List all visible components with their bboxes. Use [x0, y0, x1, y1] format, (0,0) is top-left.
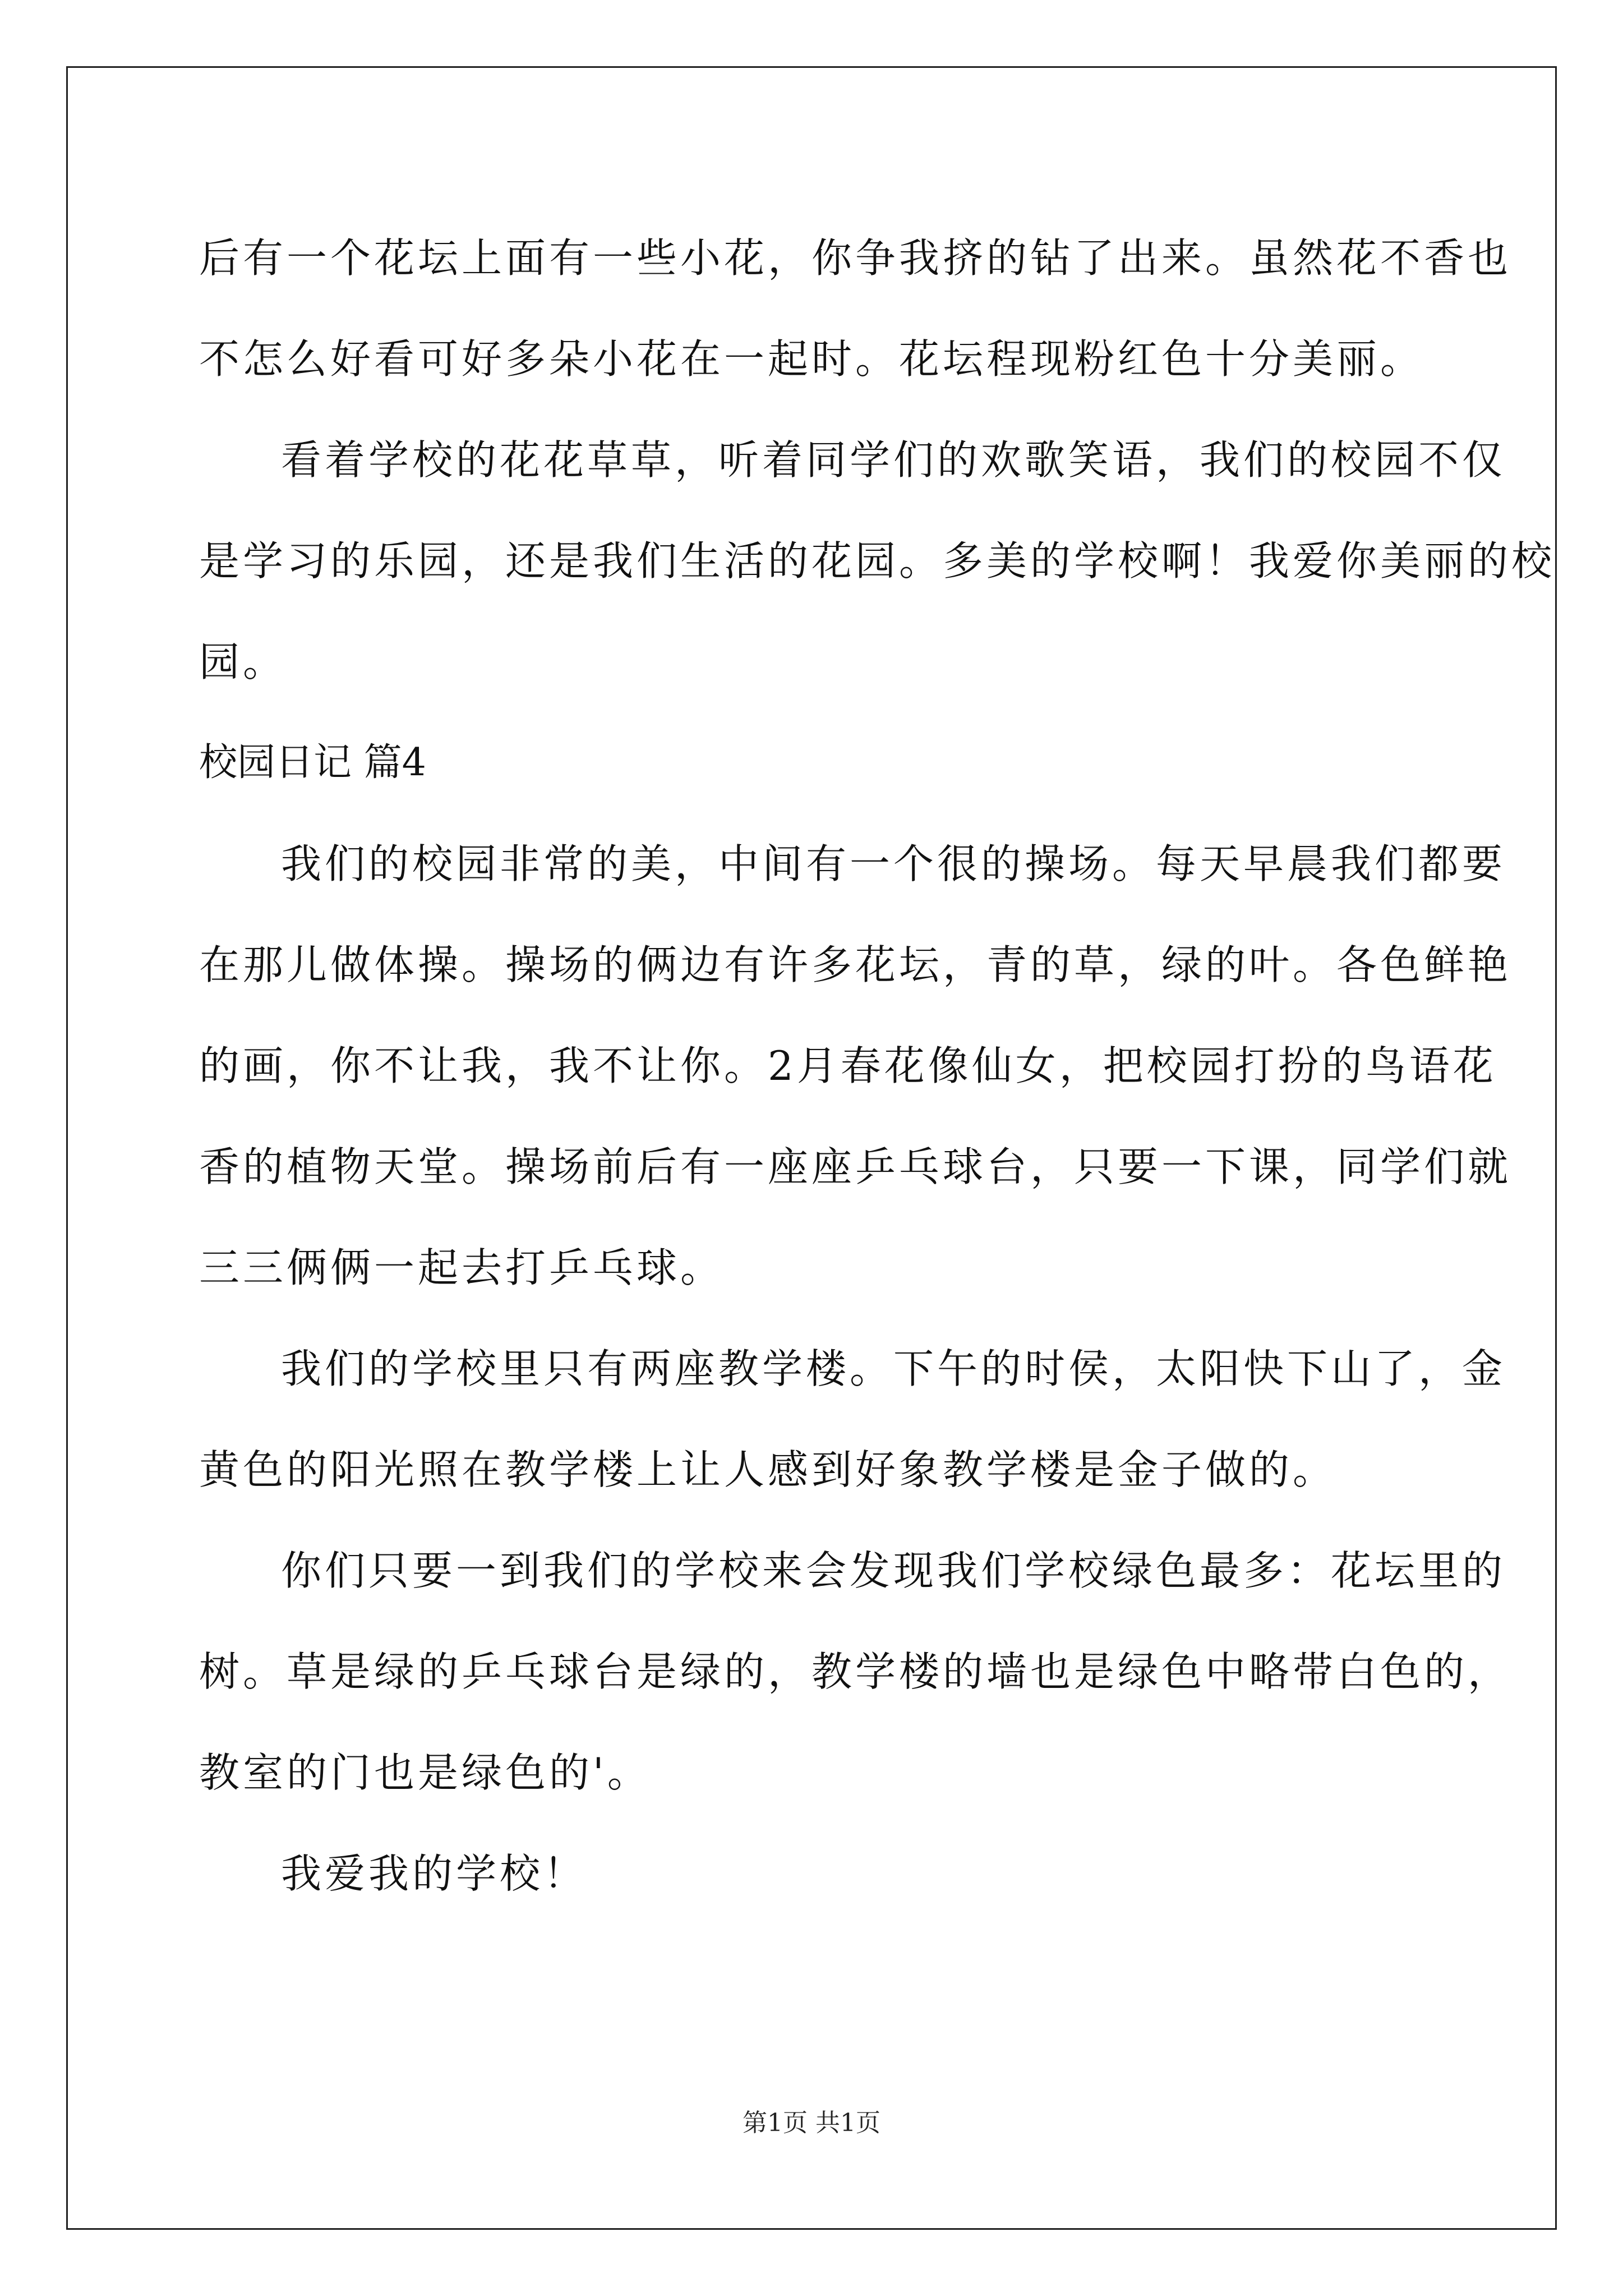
- text-line: 我爱我的学校！: [281, 1850, 588, 1897]
- text-line: 看着学校的花花草草，听着同学们的欢歌笑语，我们的校园不仅: [281, 436, 1506, 484]
- text-line: 树。草是绿的乒乓球台是绿的，教学楼的墙也是绿色中略带白色的，: [199, 1648, 1512, 1695]
- text-line: 我们的校园非常的美，中间有一个很的操场。每天早晨我们都要: [281, 840, 1506, 887]
- text-line: 在那儿做体操。操场的俩边有许多花坛，青的草，绿的叶。各色鲜艳: [199, 941, 1512, 988]
- text-line: 后有一个花坛上面有一些小花，你争我挤的钻了出来。虽然花不香也: [199, 234, 1512, 282]
- text-line: 是学习的乐园，还是我们生活的花园。多美的学校啊！我爱你美丽的校: [199, 537, 1556, 585]
- document-body: [199, 208, 1556, 1924]
- text-line: 我们的学校里只有两座教学楼。下午的时侯，太阳快下山了，金: [281, 1345, 1506, 1392]
- page-footer: 第1页 共1页: [743, 2109, 880, 2137]
- section-heading: 校园日记 篇4: [199, 740, 426, 785]
- text-line: 黄色的阳光照在教学楼上让人感到好象教学楼是金子做的。: [199, 1446, 1337, 1493]
- text-line: 园。: [199, 638, 287, 685]
- text-line: 你们只要一到我们的学校来会发现我们学校绿色最多：花坛里的: [281, 1547, 1506, 1594]
- text-line: 不怎么好看可好多朵小花在一起时。花坛程现粉红色十分美丽。: [199, 335, 1424, 383]
- text-line: 三三俩俩一起去打乒乓球。: [199, 1244, 725, 1291]
- text-line: 教室的门也是绿色的'。: [199, 1749, 651, 1796]
- text-line: 香的植物天堂。操场前后有一座座乒乓球台，只要一下课，同学们就: [199, 1143, 1512, 1190]
- text-line: 的画，你不让我，我不让你。2月春花像仙女，把校园打扮的鸟语花: [199, 1042, 1497, 1089]
